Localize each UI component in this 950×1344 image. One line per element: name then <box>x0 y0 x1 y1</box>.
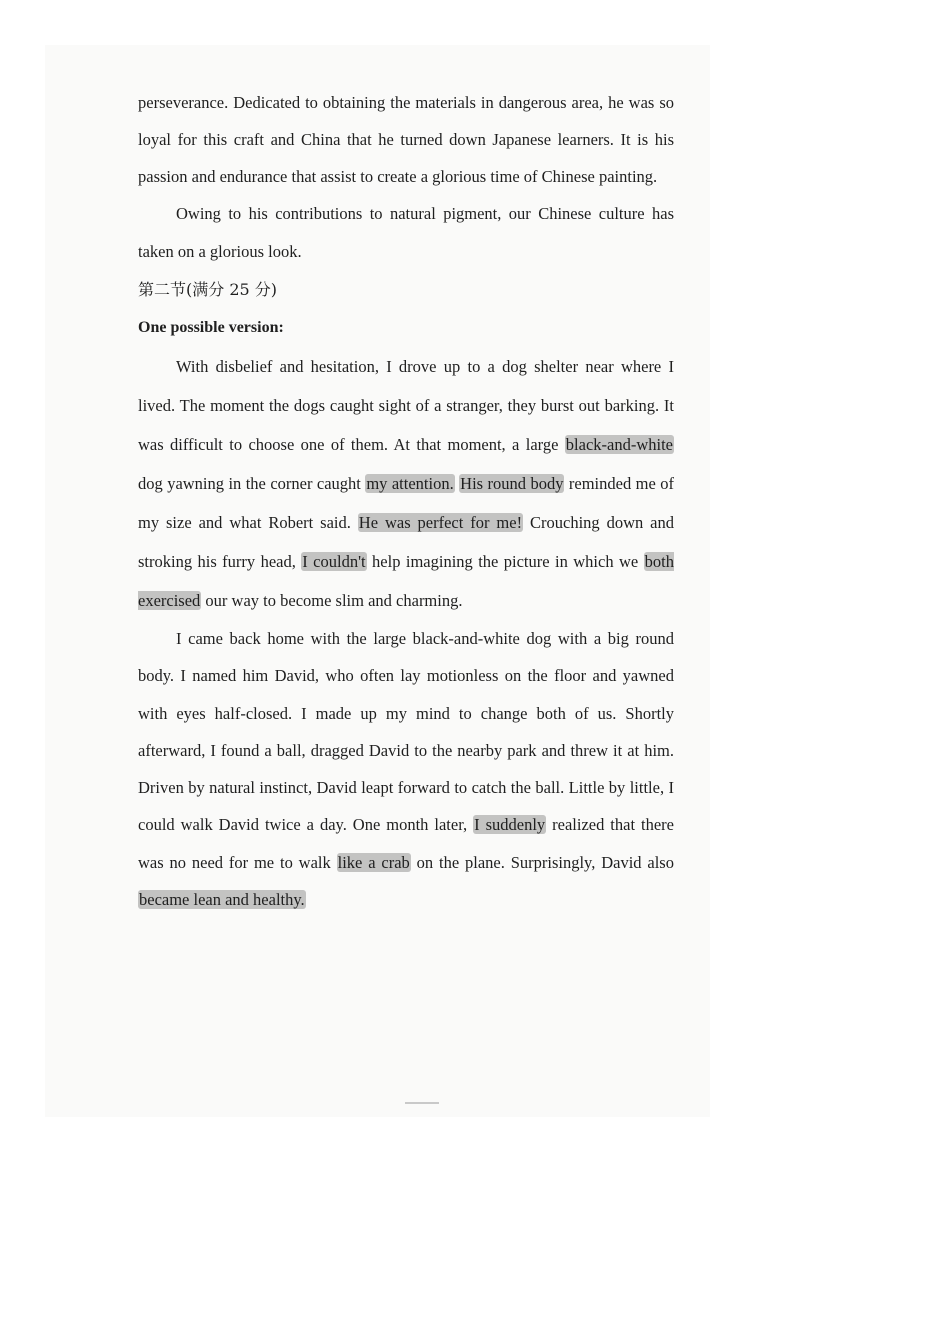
text-run: our way to become slim and charming. <box>201 591 463 610</box>
paragraph-contributions: Owing to his contributions to natural pigment, our Chinese culture has taken on a glorious look. <box>138 204 674 261</box>
text-run: I came back home with the large black-and-white dog with a big round body. I named him David, who often lay motionless on the floor and yawned with eyes half-closed. I made up my mind to change both of us. Shortly afterward, I found a ball, dragged David to the nearby park and threw it at him. Driven by natural instinct, David leapt forward to catch the ball. Little by little, I could walk David twice a day. One month later, <box>138 629 674 835</box>
paragraph-david <box>138 620 674 918</box>
version-label: One possible version: <box>138 319 284 336</box>
highlighted-phrase: I couldn't <box>302 552 366 571</box>
highlighted-phrase: my attention. <box>366 474 454 493</box>
document-page <box>138 84 674 918</box>
section-heading: 第二节(满分 25 分) <box>138 280 278 299</box>
highlighted-phrase: like a crab <box>337 852 410 872</box>
text-run: Crouching down and stroking his furry head, <box>138 513 674 571</box>
paragraph-dog-shelter <box>138 347 674 620</box>
highlighted-phrase: both exercised <box>138 552 674 610</box>
text-run: realized that there was no need for me to walk <box>138 815 674 872</box>
highlighted-phrase: I suddenly <box>474 815 546 835</box>
text-run: With disbelief and hesitation, I drove up to a dog shelter near where I lived. The moment the dogs caught sight of a stranger, they burst out barking. It was difficult to choose one of them. At that moment, a large <box>138 357 674 454</box>
text-run: dog yawning in the corner caught <box>138 474 366 493</box>
text-run: help imagining the picture in which we <box>366 552 644 571</box>
paragraph-perseverance: perseverance. Dedicated to obtaining the materials in dangerous area, he was so loyal for this craft and China that he turned down Japanese learners. It is his passion and endurance that assist to create a glorious time of Chinese painting. <box>138 93 674 186</box>
highlighted-phrase: He was perfect for me! <box>358 513 523 532</box>
scan-smudge <box>405 1102 439 1104</box>
text-run: on the plane. Surprisingly, David also <box>410 852 674 872</box>
highlighted-phrase: became lean and healthy. <box>139 890 305 910</box>
highlighted-phrase: His round body <box>460 474 564 493</box>
text-run: reminded me of my size and what Robert said. <box>138 474 675 532</box>
highlighted-phrase: black-and-white <box>565 435 673 454</box>
